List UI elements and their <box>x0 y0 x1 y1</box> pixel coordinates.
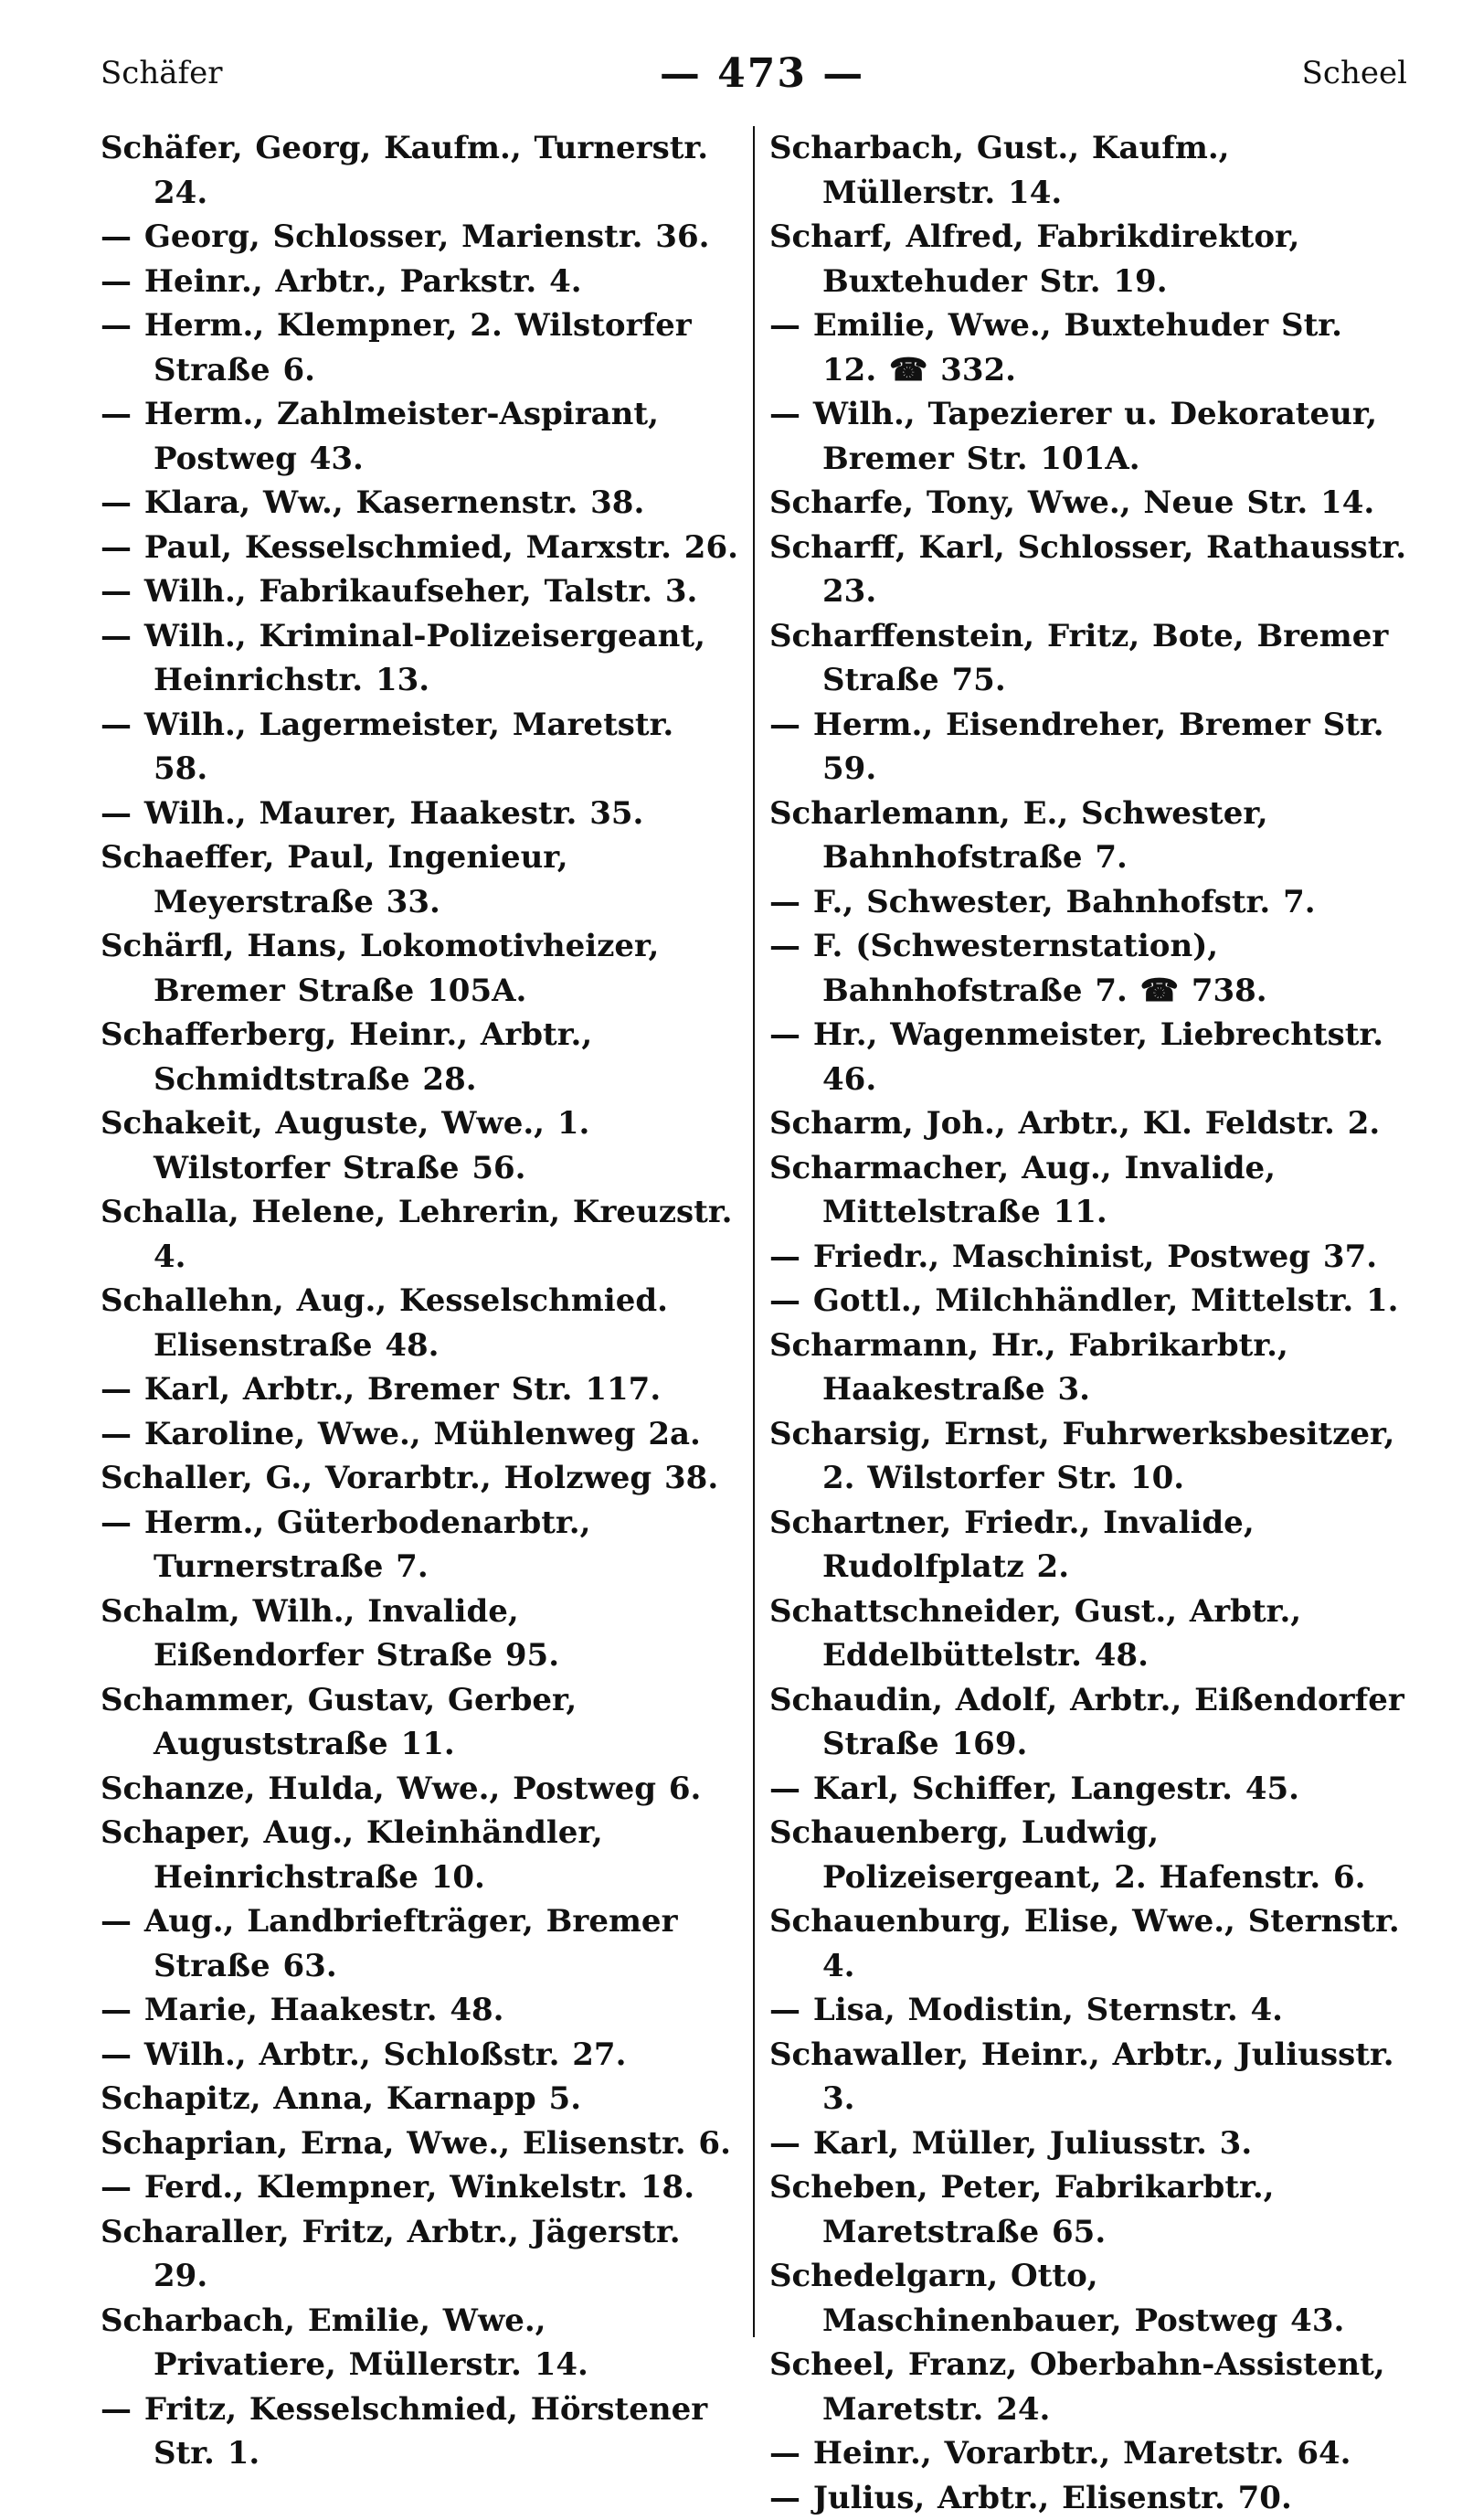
directory-entry: — Wilh., Arbtr., Schloßstr. 27. <box>101 2033 738 2078</box>
page-number: — 473 — <box>660 50 864 97</box>
directory-entry: Schakeit, Auguste, Wwe., 1. Wilstorfer Straße 56. <box>101 1101 738 1190</box>
directory-entry: — Karl, Müller, Juliusstr. 3. <box>769 2121 1407 2166</box>
directory-entry: Schedelgarn, Otto, Maschinenbauer, Postweg 43. <box>769 2254 1407 2343</box>
directory-entry: Schawaller, Heinr., Arbtr., Juliusstr. 3. <box>769 2033 1407 2121</box>
directory-entry: — Gottl., Milchhändler, Mittelstr. 1. <box>769 1279 1407 1324</box>
directory-entry: — Karl, Schiffer, Langestr. 45. <box>769 1767 1407 1812</box>
directory-entry: — Herm., Eisendreher, Bremer Str. 59. <box>769 703 1407 792</box>
page-header <box>101 41 1407 105</box>
directory-entry: Scharaller, Fritz, Arbtr., Jägerstr. 29. <box>101 2210 738 2299</box>
directory-entry: — Herm., Zahlmeister-Aspirant, Postweg 43. <box>101 392 738 481</box>
directory-entry: Schalla, Helene, Lehrerin, Kreuzstr. 4. <box>101 1190 738 1279</box>
directory-entry: Schaprian, Erna, Wwe., Elisenstr. 6. <box>101 2121 738 2166</box>
left-column <box>101 126 755 2337</box>
directory-entry: Scharsig, Ernst, Fuhrwerksbesitzer, 2. Wilstorfer Str. 10. <box>769 1412 1407 1501</box>
directory-entry: — Aug., Landbriefträger, Bremer Straße 63. <box>101 1899 738 1988</box>
directory-entry: Schauenburg, Elise, Wwe., Sternstr. 4. <box>769 1899 1407 1988</box>
directory-entry: — Hr., Wagenmeister, Liebrechtstr. 46. <box>769 1013 1407 1101</box>
directory-entry: Schafferberg, Heinr., Arbtr., Schmidtstraße 28. <box>101 1013 738 1101</box>
directory-entry: Schaeffer, Paul, Ingenieur, Meyerstraße 33. <box>101 835 738 924</box>
directory-entry: Scharmacher, Aug., Invalide, Mittelstraße 11. <box>769 1146 1407 1235</box>
directory-entry: Scharbach, Emilie, Wwe., Privatiere, Müllerstr. 14. <box>101 2299 738 2387</box>
directory-entry: Schattschneider, Gust., Arbtr., Eddelbüttelstr. 48. <box>769 1590 1407 1678</box>
directory-entry: — Wilh., Maurer, Haakestr. 35. <box>101 792 738 836</box>
directory-entry: Scharbach, Gust., Kaufm., Müllerstr. 14. <box>769 126 1407 215</box>
directory-entry: Schäfer, Georg, Kaufm., Turnerstr. 24. <box>101 126 738 215</box>
directory-entry: Schalm, Wilh., Invalide, Eißendorfer Straße 95. <box>101 1590 738 1678</box>
directory-entry: Scharf, Alfred, Fabrikdirektor, Buxtehuder Str. 19. <box>769 215 1407 303</box>
directory-entry: — Georg, Schlosser, Marienstr. 36. <box>101 215 738 260</box>
directory-entry: Scheel, Franz, Oberbahn-Assistent, Maretstr. 24. <box>769 2343 1407 2431</box>
directory-entry: — Lisa, Modistin, Sternstr. 4. <box>769 1988 1407 2033</box>
directory-entry: — Herm., Klempner, 2. Wilstorfer Straße 6. <box>101 303 738 392</box>
directory-entry: Scharfe, Tony, Wwe., Neue Str. 14. <box>769 481 1407 526</box>
directory-entry: — Wilh., Fabrikaufseher, Talstr. 3. <box>101 569 738 614</box>
right-column <box>755 126 1407 2337</box>
directory-entry: — Julius, Arbtr., Elisenstr. 70. <box>769 2476 1407 2520</box>
directory-entry: Scharm, Joh., Arbtr., Kl. Feldstr. 2. <box>769 1101 1407 1146</box>
directory-entry: Schapitz, Anna, Karnapp 5. <box>101 2077 738 2121</box>
directory-entry: Schärfl, Hans, Lokomotivheizer, Bremer Straße 105A. <box>101 924 738 1013</box>
directory-entry: — Karoline, Wwe., Mühlenweg 2a. <box>101 1412 738 1457</box>
directory-entry: — Heinr., Arbtr., Parkstr. 4. <box>101 260 738 304</box>
directory-entry: — Wilh., Kriminal-Polizeisergeant, Heinrichstr. 13. <box>101 614 738 703</box>
directory-entry: — F., Schwester, Bahnhofstr. 7. <box>769 880 1407 925</box>
directory-entry: Schanze, Hulda, Wwe., Postweg 6. <box>101 1767 738 1812</box>
directory-entry: Schauenberg, Ludwig, Polizeisergeant, 2. Hafenstr. 6. <box>769 1811 1407 1899</box>
directory-entry: Schaller, G., Vorarbtr., Holzweg 38. <box>101 1456 738 1501</box>
directory-entry: Schammer, Gustav, Gerber, Auguststraße 11. <box>101 1678 738 1767</box>
directory-columns <box>101 126 1407 2337</box>
directory-entry: — Herm., Güterbodenarbtr., Turnerstraße 7. <box>101 1501 738 1590</box>
directory-entry: — Wilh., Lagermeister, Maretstr. 58. <box>101 703 738 792</box>
directory-entry: — Friedr., Maschinist, Postweg 37. <box>769 1235 1407 1280</box>
directory-entry: Scheben, Peter, Fabrikarbtr., Maretstraße 65. <box>769 2165 1407 2254</box>
directory-entry: Scharlemann, E., Schwester, Bahnhofstraße 7. <box>769 792 1407 880</box>
directory-entry: — Wilh., Tapezierer u. Dekorateur, Bremer Str. 101A. <box>769 392 1407 481</box>
directory-entry: — Klara, Ww., Kasernenstr. 38. <box>101 481 738 526</box>
directory-entry: — Fritz, Kesselschmied, Hörstener Str. 1. <box>101 2387 738 2476</box>
header-left-keyword: Schäfer <box>101 55 222 91</box>
directory-entry: — Heinr., Vorarbtr., Maretstr. 64. <box>769 2431 1407 2476</box>
directory-entry: — Ferd., Klempner, Winkelstr. 18. <box>101 2165 738 2210</box>
directory-entry: Scharffenstein, Fritz, Bote, Bremer Straße 75. <box>769 614 1407 703</box>
directory-entry: Schallehn, Aug., Kesselschmied. Elisenstraße 48. <box>101 1279 738 1367</box>
directory-entry: — Karl, Arbtr., Bremer Str. 117. <box>101 1367 738 1412</box>
directory-entry: Schaudin, Adolf, Arbtr., Eißendorfer Straße 169. <box>769 1678 1407 1767</box>
directory-entry: — Emilie, Wwe., Buxtehuder Str. 12. ☎ 332. <box>769 303 1407 392</box>
directory-entry: Scharff, Karl, Schlosser, Rathausstr. 23. <box>769 526 1407 614</box>
directory-entry: Scharmann, Hr., Fabrikarbtr., Haakestraße 3. <box>769 1324 1407 1412</box>
header-right-keyword: Scheel <box>1302 55 1407 91</box>
directory-entry: — F. (Schwesternstation), Bahnhofstraße 7. ☎ 738. <box>769 924 1407 1013</box>
directory-entry: — Paul, Kesselschmied, Marxstr. 26. <box>101 526 738 570</box>
directory-entry: Schaper, Aug., Kleinhändler, Heinrichstraße 10. <box>101 1811 738 1899</box>
directory-entry: — Marie, Haakestr. 48. <box>101 1988 738 2033</box>
directory-entry: Schartner, Friedr., Invalide, Rudolfplatz 2. <box>769 1501 1407 1590</box>
